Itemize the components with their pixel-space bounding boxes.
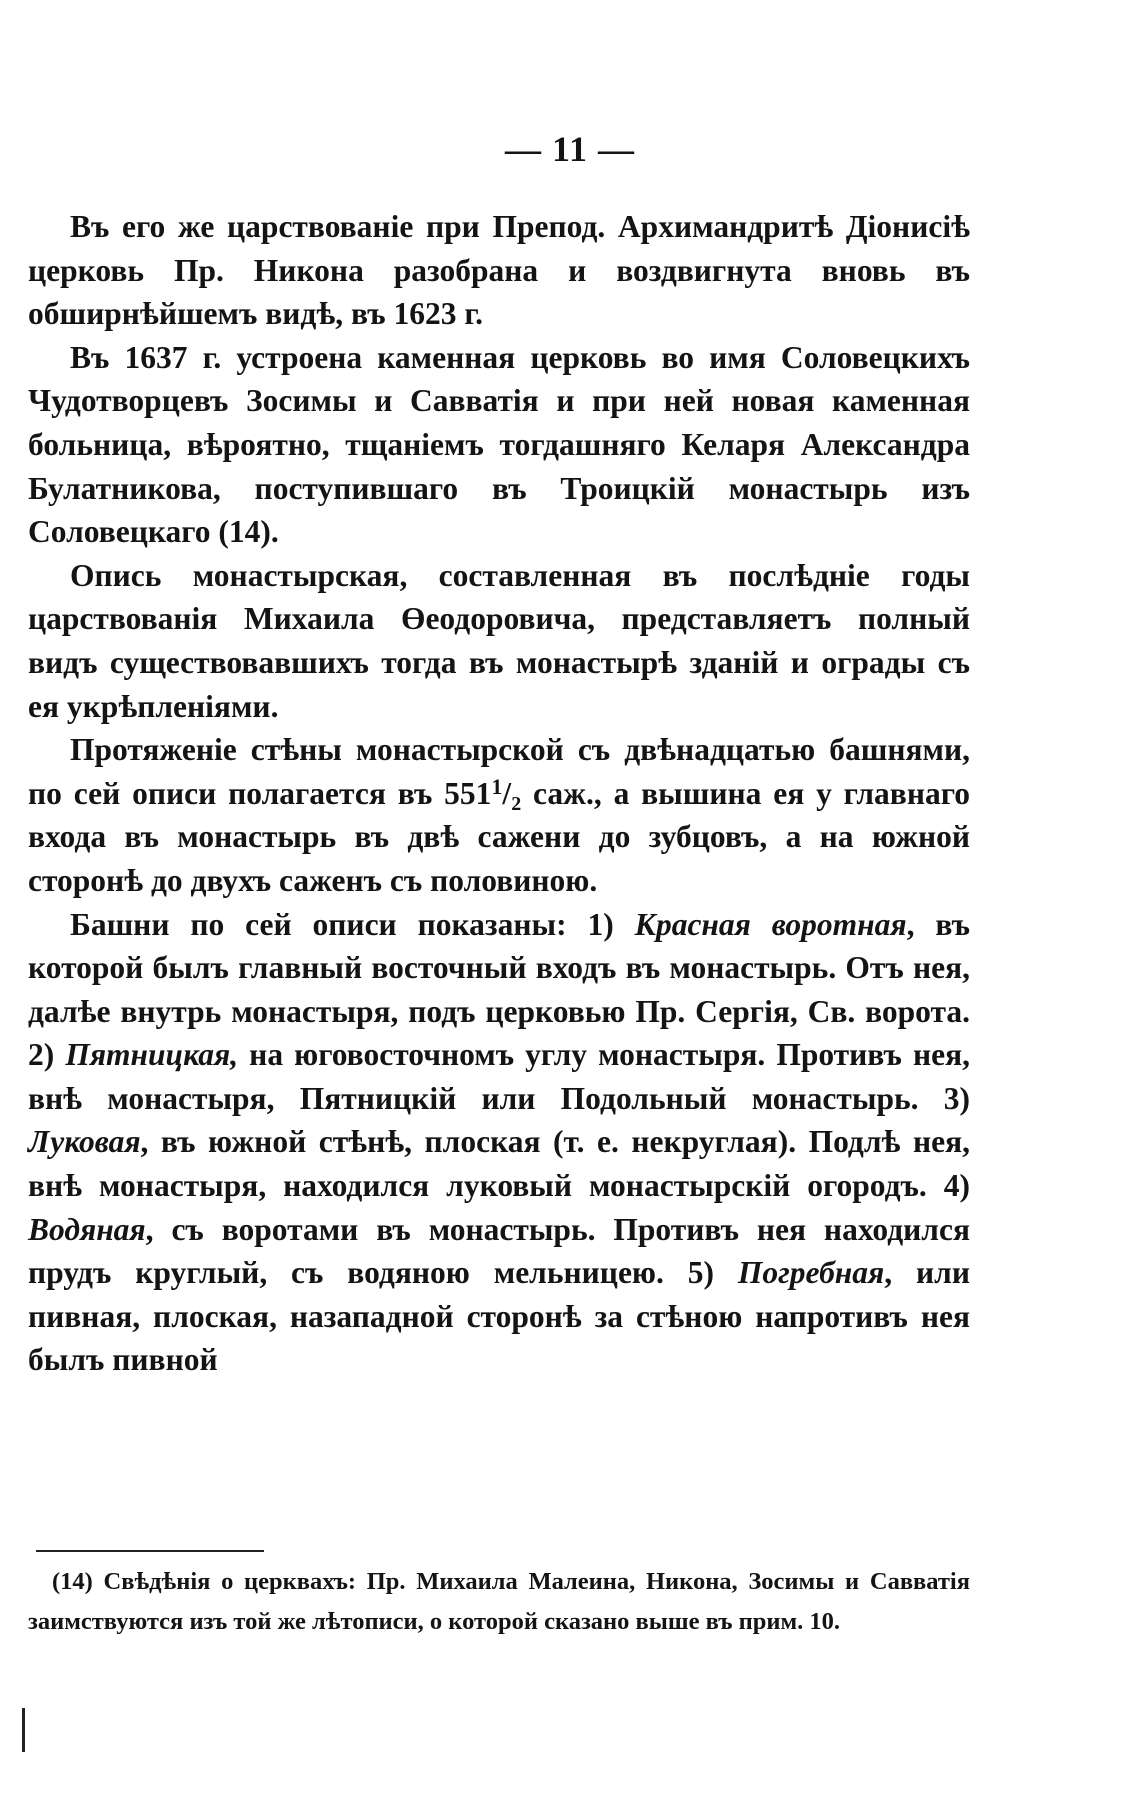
paragraph-1: Въ его же царствованіе при Препод. Архимандритѣ Діонисіѣ церковь Пр. Никона разобрана и воздвигнута вновь въ обширнѣйшемъ видѣ, въ 1623 г. bbox=[28, 209, 970, 332]
footnote-divider bbox=[36, 1550, 264, 1552]
paragraph-5-text-4: , въ южной стѣнѣ, плоская (т. е. некруглая). Подлѣ нея, внѣ монастыря, находился луковый монастырскій огородъ. 4) bbox=[28, 1124, 970, 1204]
fraction-numerator: 1 bbox=[491, 773, 503, 799]
paragraph-5-text-5: , съ воротами въ монастырь. Противъ нея находился прудъ круглый, съ водяною мельницею. 5) bbox=[28, 1211, 970, 1291]
paragraph-5-text-6: , или пивная, плоская, назападной сторонѣ за стѣною напротивъ нея былъ пивной bbox=[28, 1255, 970, 1378]
fraction-denominator: 2 bbox=[511, 792, 522, 815]
footnote-14: (14) Свѣдѣнія о церквахъ: Пр. Михаила Малеина, Никона, Зосимы и Савватія заимствуются изъ той же лѣтописи, о которой сказано выше въ прим. 10. bbox=[28, 1568, 970, 1635]
tower-name-vodyanaya: Водяная bbox=[28, 1211, 146, 1247]
tower-name-pogrebnaya: Погребная bbox=[737, 1255, 885, 1291]
main-text bbox=[28, 205, 970, 1382]
tower-name-pyatnitskaya: Пятницкая, bbox=[65, 1037, 239, 1073]
page-number: — 11 — bbox=[504, 129, 635, 169]
paragraph-5-text-2: , въ которой былъ главный восточный входъ въ монастырь. Отъ нея, далѣе внутрь монастыря, подъ церковью Пр. Сергія, Св. ворота. 2) bbox=[28, 906, 971, 1073]
paragraph-4: Протяженіе стѣны монастырской съ двѣнадцатью башнями, по сей описи полагается въ $551^1/_2$ саж., а вышина ея у главнаго входа въ монастырь въ двѣ сажени до зубцовъ, а на южной сторонѣ до двухъ саженъ съ половиною. bbox=[28, 732, 970, 898]
paragraph-5-text-1: Башни по сей описи показаны: 1) bbox=[70, 906, 635, 942]
tower-name-lukovaya: Луковая bbox=[28, 1124, 141, 1160]
tower-name-krasnaya: Красная воротная bbox=[634, 906, 907, 942]
paragraph-4-text-a: Протяженіе стѣны монастырской съ двѣнадцатью башнями, по сей описи полагается въ 551 bbox=[28, 732, 970, 811]
paragraph-5 bbox=[28, 903, 970, 1383]
scan-edge-mark bbox=[22, 1708, 25, 1752]
paragraph-3: Опись монастырская, составленная въ послѣдніе годы царствованія Михаила Өеодоровича, представляетъ полный видъ существовавшихъ тогда въ монастырѣ зданій и ограды съ ея укрѣпленіями. bbox=[28, 557, 970, 724]
paragraph-4-text-b: саж., а вышина ея у главнаго входа въ монастырь въ двѣ сажени до зубцовъ, а на южной сторонѣ до двухъ саженъ съ половиною. bbox=[28, 775, 970, 898]
paragraph-5-text-3: на юговосточномъ углу монастыря. Противъ нея, внѣ монастыря, Пятницкій или Подольный монастырь. 3) bbox=[28, 1037, 971, 1116]
paragraph-2: Въ 1637 г. устроена каменная церковь во имя Соловецкихъ Чудотворцевъ Зосимы и Савватія и при ней новая каменная больница, вѣроятно, тщаніемъ тогдашняго Келаря Александра Булатникова, поступившаго въ Троицкій монастырь изъ Соловецкаго (14). bbox=[28, 339, 970, 550]
